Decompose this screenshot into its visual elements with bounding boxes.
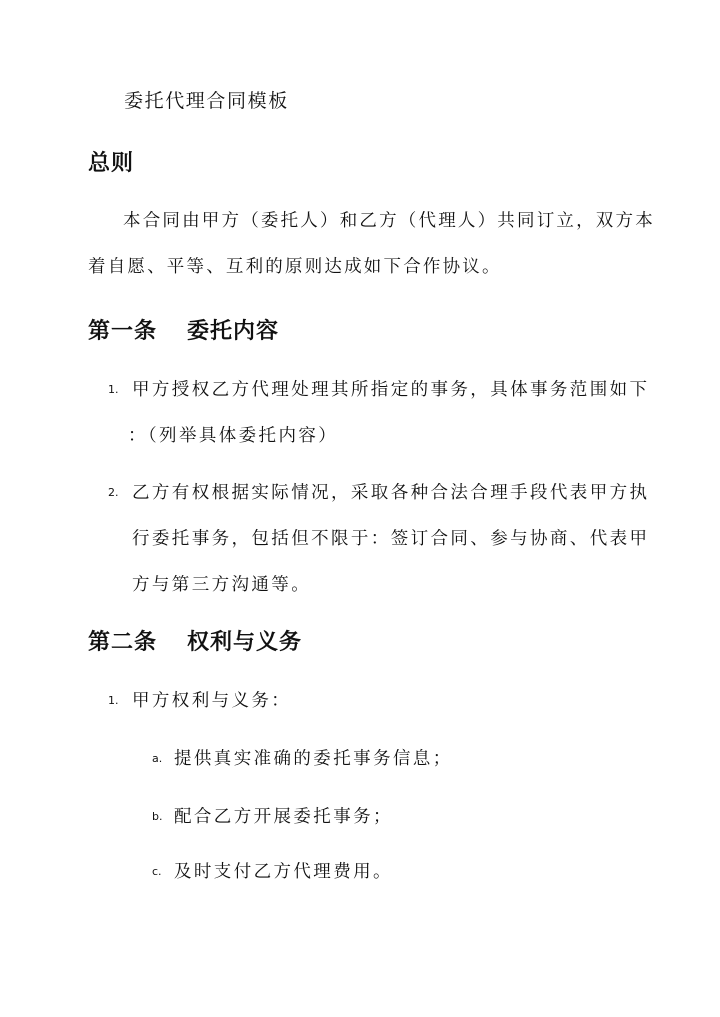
list-item-number: 1. bbox=[108, 694, 119, 707]
list-item-line: 行委托事务，包括但不限于：签订合同、参与协商、代表甲 bbox=[132, 529, 650, 549]
sub-list-item-letter: c. bbox=[152, 865, 162, 878]
article-title: 权利与义务 bbox=[187, 630, 303, 655]
article-number: 第一条 bbox=[88, 319, 158, 344]
section-heading-general: 总则 bbox=[88, 151, 135, 176]
sub-list-item bbox=[152, 849, 393, 895]
list-item-line: 方与第三方沟通等。 bbox=[132, 575, 312, 595]
sub-list-item-line: 配合乙方开展委托事务； bbox=[174, 807, 393, 827]
article-number: 第二条 bbox=[88, 630, 158, 655]
section-heading-article1 bbox=[88, 314, 279, 345]
list-item-number: 2. bbox=[108, 486, 119, 499]
section-heading-article2 bbox=[88, 625, 302, 656]
general-paragraph-line: 本合同由甲方（委托人）和乙方（代理人）共同订立，双方本 bbox=[123, 211, 655, 231]
list-item bbox=[108, 470, 649, 608]
general-paragraph bbox=[88, 198, 655, 290]
sub-list-item-line: 及时支付乙方代理费用。 bbox=[174, 862, 393, 882]
sub-list-item-letter: a. bbox=[152, 752, 163, 765]
general-paragraph-line: 着自愿、平等、互利的原则达成如下合作协议。 bbox=[88, 257, 502, 277]
sub-list-item-line: 提供真实准确的委托事务信息； bbox=[174, 749, 453, 769]
document-title: 委托代理合同模板 bbox=[124, 90, 289, 112]
sub-list-item-letter: b. bbox=[152, 810, 163, 823]
list-item-line: 乙方有权根据实际情况，采取各种合法合理手段代表甲方执 bbox=[132, 483, 650, 503]
article-title: 委托内容 bbox=[187, 319, 280, 344]
list-item-number: 1. bbox=[108, 383, 119, 396]
sub-list-item bbox=[152, 736, 453, 782]
list-item bbox=[108, 367, 649, 459]
list-item-line: ：（列举具体委托内容） bbox=[128, 426, 339, 446]
sub-list-item bbox=[152, 794, 393, 840]
list-item bbox=[108, 678, 291, 724]
list-item-line: 甲方权利与义务： bbox=[132, 691, 292, 711]
list-item-line: 甲方授权乙方代理处理其所指定的事务，具体事务范围如下 bbox=[132, 380, 650, 400]
